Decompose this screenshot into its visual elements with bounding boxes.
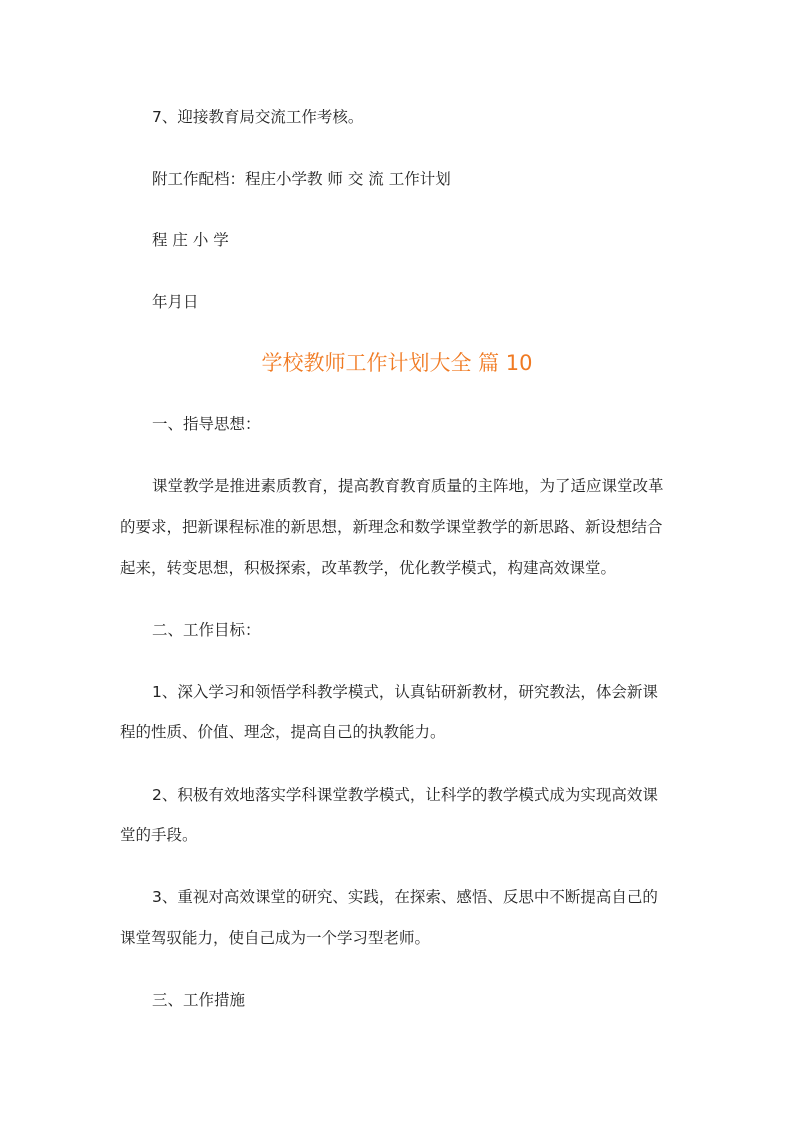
goal-3-line-2: 课堂驾驭能力，使自己成为一个学习型老师。 (120, 929, 431, 947)
paragraph-1-line-1: 课堂教学是推进素质教育，提高教育教育质量的主阵地，为了适应课堂改革 (152, 477, 664, 495)
goal-2-line-2: 堂的手段。 (120, 826, 198, 844)
section-3-title: 三、工作措施 (152, 991, 246, 1009)
section-heading: 学校教师工作计划大全 篇 10 (261, 351, 533, 375)
goal-3-line-1: 3、重视对高效课堂的研究、实践，在探索、感悟、反思中不断提高自己的 (152, 888, 658, 906)
section-2-title: 二、工作目标： (152, 621, 261, 639)
goal-1-line-2: 程的性质、价值、理念，提高自己的执教能力。 (120, 723, 446, 741)
section-1-title: 一、指导思想： (152, 415, 261, 433)
paragraph-1-line-3: 起来，转变思想，积极探索，改革教学，优化教学模式，构建高效课堂。 (120, 559, 617, 577)
item-7-text: 7、迎接教育局交流工作考核。 (152, 108, 364, 126)
date-line: 年月日 (152, 293, 199, 311)
attachment-line: 附工作配档：程庄小学教 师 交 流 工作计划 (152, 170, 451, 188)
paragraph-1-line-2: 的要求，把新课程标准的新思想，新理念和数学课堂教学的新思路、新设想结合 (120, 518, 663, 536)
goal-2-line-1: 2、积极有效地落实学科课堂教学模式，让科学的教学模式成为实现高效课 (152, 786, 658, 804)
goal-1-line-1: 1、深入学习和领悟学科教学模式，认真钻研新教材，研究教法，体会新课 (152, 683, 658, 701)
school-name: 程 庄 小 学 (152, 231, 229, 249)
